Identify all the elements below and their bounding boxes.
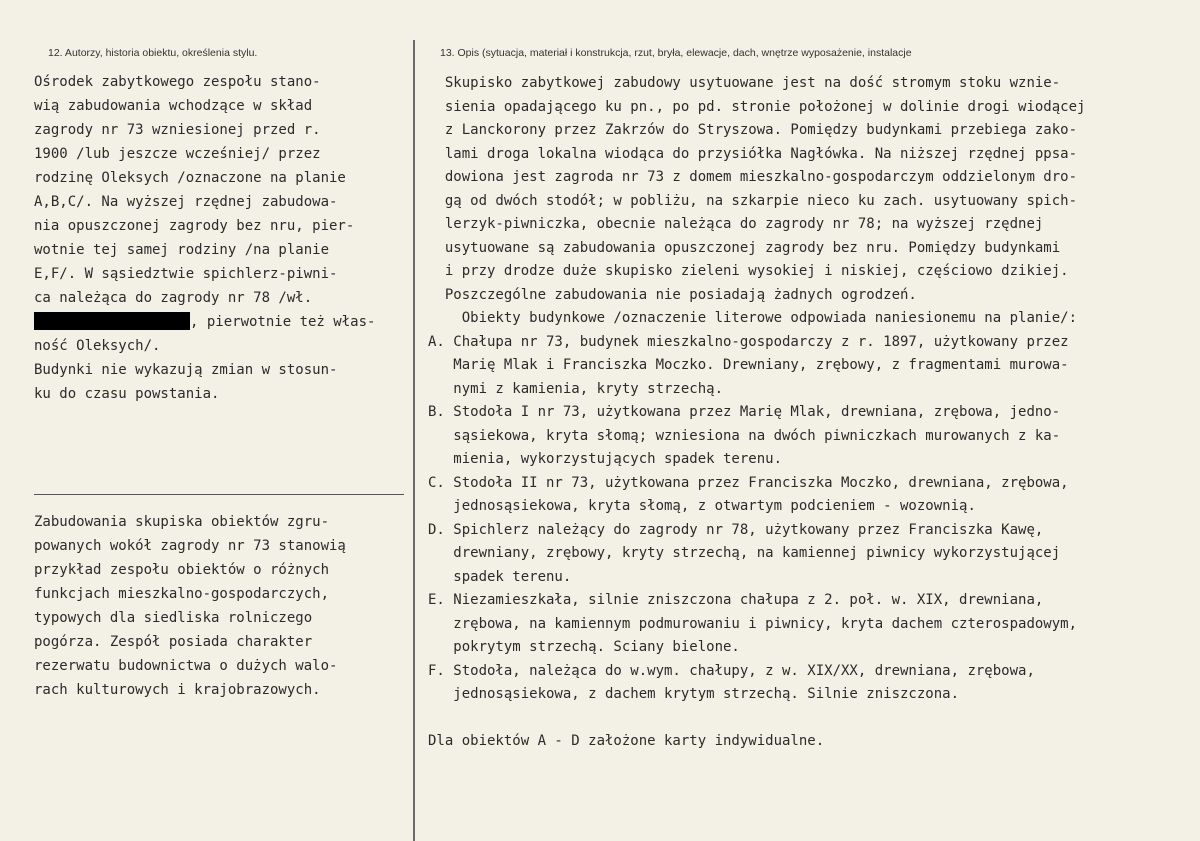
column-divider	[413, 40, 415, 841]
text-line: gą od dwóch stodół; w pobliżu, na szkarpie nieco ku zach. usytuowany spich-	[428, 192, 1078, 209]
text-line: typowych dla siedliska rolniczego	[34, 610, 313, 626]
redaction-bar	[34, 312, 190, 330]
text-line: rodzinę Oleksych /oznaczone na planie	[34, 170, 346, 186]
text-line: ność Oleksych/.	[34, 338, 161, 354]
text-line: pogórza. Zespół posiada charakter	[34, 634, 313, 650]
text-line: ca należąca do zagrody nr 78 /wł.	[34, 290, 313, 306]
text-line: Marię Mlak i Franciszka Moczko. Drewniany, zrębowy, z fragmentami murowa-	[428, 357, 1069, 373]
text-line: Budynki nie wykazują zmian w stosun-	[34, 362, 338, 378]
left-bottom-text	[34, 510, 406, 702]
text-line: wotnie tej samej rodziny /na planie	[34, 242, 330, 258]
text-line: i przy drodze duże skupisko zieleni wysokiej i niskiej, częściowo dzikiej.	[428, 263, 1069, 279]
text-line: Dla obiektów A - D założone karty indywidualne.	[428, 733, 825, 749]
text-line: Skupisko zabytkowej zabudowy usytuowane jest na dość stromym stoku wznie-	[428, 75, 1061, 91]
text-line: dowiona jest zagroda nr 73 z domem mieszkalno-gospodarczym oddzielonym dro-	[428, 169, 1078, 185]
text-line: nymi z kamienia, kryty strzechą.	[428, 380, 724, 397]
text-line: z Lanckorony przez Zakrzów do Stryszowa. Pomiędzy budynkami przebiega zako-	[428, 122, 1078, 138]
text-line: jednosąsiekowa, z dachem krytym strzechą. Silnie zniszczona.	[428, 686, 960, 702]
text-line: sąsiekowa, kryta słomą; wzniesiona na dwóch piwniczkach murowanych z ka-	[428, 427, 1061, 444]
text-line: rezerwatu budownictwa o dużych walo-	[34, 658, 338, 674]
text-line: ku do czasu powstania.	[34, 386, 220, 402]
text-line: wią zabudowania wchodzące w skład	[34, 98, 313, 114]
text-line: jednosąsiekowa, kryta słomą, z otwartym podcieniem - wozownią.	[428, 498, 976, 514]
left-top-text	[34, 70, 406, 406]
text-line: usytuowane są zabudowania opuszczonej zagrody bez nru. Pomiędzy budynkami	[428, 239, 1061, 256]
text-line-redacted	[34, 310, 406, 334]
text-line: lami droga lokalna wiodąca do przysiółka Nagłówka. Na niższej rzędnej ppsa-	[428, 145, 1078, 162]
text-line: Obiekty budynkowe /oznaczenie literowe odpowiada naniesionemu na planie/:	[428, 310, 1078, 326]
text-fragment: , pierwotnie też włas-	[190, 314, 376, 330]
text-line: Ośrodek zabytkowego zespołu stano-	[34, 74, 321, 90]
text-line: E. Niezamieszkała, silnie zniszczona chałupa z 2. poł. w. XIX, drewniana,	[428, 592, 1044, 608]
text-line: mienia, wykorzystujących spadek terenu.	[428, 451, 783, 467]
text-line: C. Stodoła II nr 73, użytkowana przez Franciszka Moczko, drewniana, zrębowa,	[428, 474, 1069, 491]
text-line: sienia opadającego ku pn., po pd. stronie położonej w dolinie drogi wiodącej	[428, 98, 1086, 115]
text-line: lerzyk-piwniczka, obecnie należąca do zagrody nr 78; na wyższej rzędnej	[428, 216, 1044, 232]
text-line: A,B,C/. Na wyższej rzędnej zabudowa-	[34, 194, 338, 210]
text-line: A. Chałupa nr 73, budynek mieszkalno-gospodarczy z r. 1897, użytkowany przez	[428, 333, 1069, 350]
text-line: nia opuszczonej zagrody bez nru, pier-	[34, 218, 355, 234]
text-line: rach kulturowych i krajobrazowych.	[34, 682, 321, 698]
text-line: pokrytym strzechą. Sciany bielone.	[428, 639, 740, 655]
right-description-text	[428, 72, 1198, 754]
text-line: spadek terenu.	[428, 568, 572, 585]
text-line: powanych wokół zagrody nr 73 stanowią	[34, 538, 346, 554]
text-line: Poszczególne zabudowania nie posiadają żadnych ogrodzeń.	[428, 286, 917, 303]
left-section-header: 12. Autorzy, historia obiektu, określenia stylu.	[48, 47, 258, 59]
text-line: D. Spichlerz należący do zagrody nr 78, użytkowany przez Franciszka Kawę,	[428, 521, 1044, 538]
text-line: zrębowa, na kamiennym podmurowaniu i piwnicy, kryta dachem czterospadowym,	[428, 615, 1078, 632]
horizontal-separator	[34, 494, 404, 495]
text-line: funkcjach mieszkalno-gospodarczych,	[34, 586, 330, 602]
text-line: Zabudowania skupiska obiektów zgru-	[34, 514, 330, 530]
text-line: drewniany, zrębowy, kryty strzechą, na kamiennej piwnicy wykorzystującej	[428, 545, 1061, 561]
text-line: przykład zespołu obiektów o różnych	[34, 562, 330, 578]
text-line: 1900 /lub jeszcze wcześniej/ przez	[34, 146, 321, 162]
text-line	[428, 707, 1198, 731]
text-line: F. Stodoła, należąca do w.wym. chałupy, z w. XIX/XX, drewniana, zrębowa,	[428, 662, 1035, 679]
right-section-header: 13. Opis (sytuacja, materiał i konstrukcja, rzut, bryła, elewacje, dach, wnętrze wyposażenie, instalacje	[440, 47, 912, 59]
text-line: E,F/. W sąsiedztwie spichlerz-piwni-	[34, 266, 338, 282]
text-line: zagrody nr 73 wzniesionej przed r.	[34, 122, 321, 138]
text-line: B. Stodoła I nr 73, użytkowana przez Marię Mlak, drewniana, zrębowa, jedno-	[428, 404, 1061, 420]
